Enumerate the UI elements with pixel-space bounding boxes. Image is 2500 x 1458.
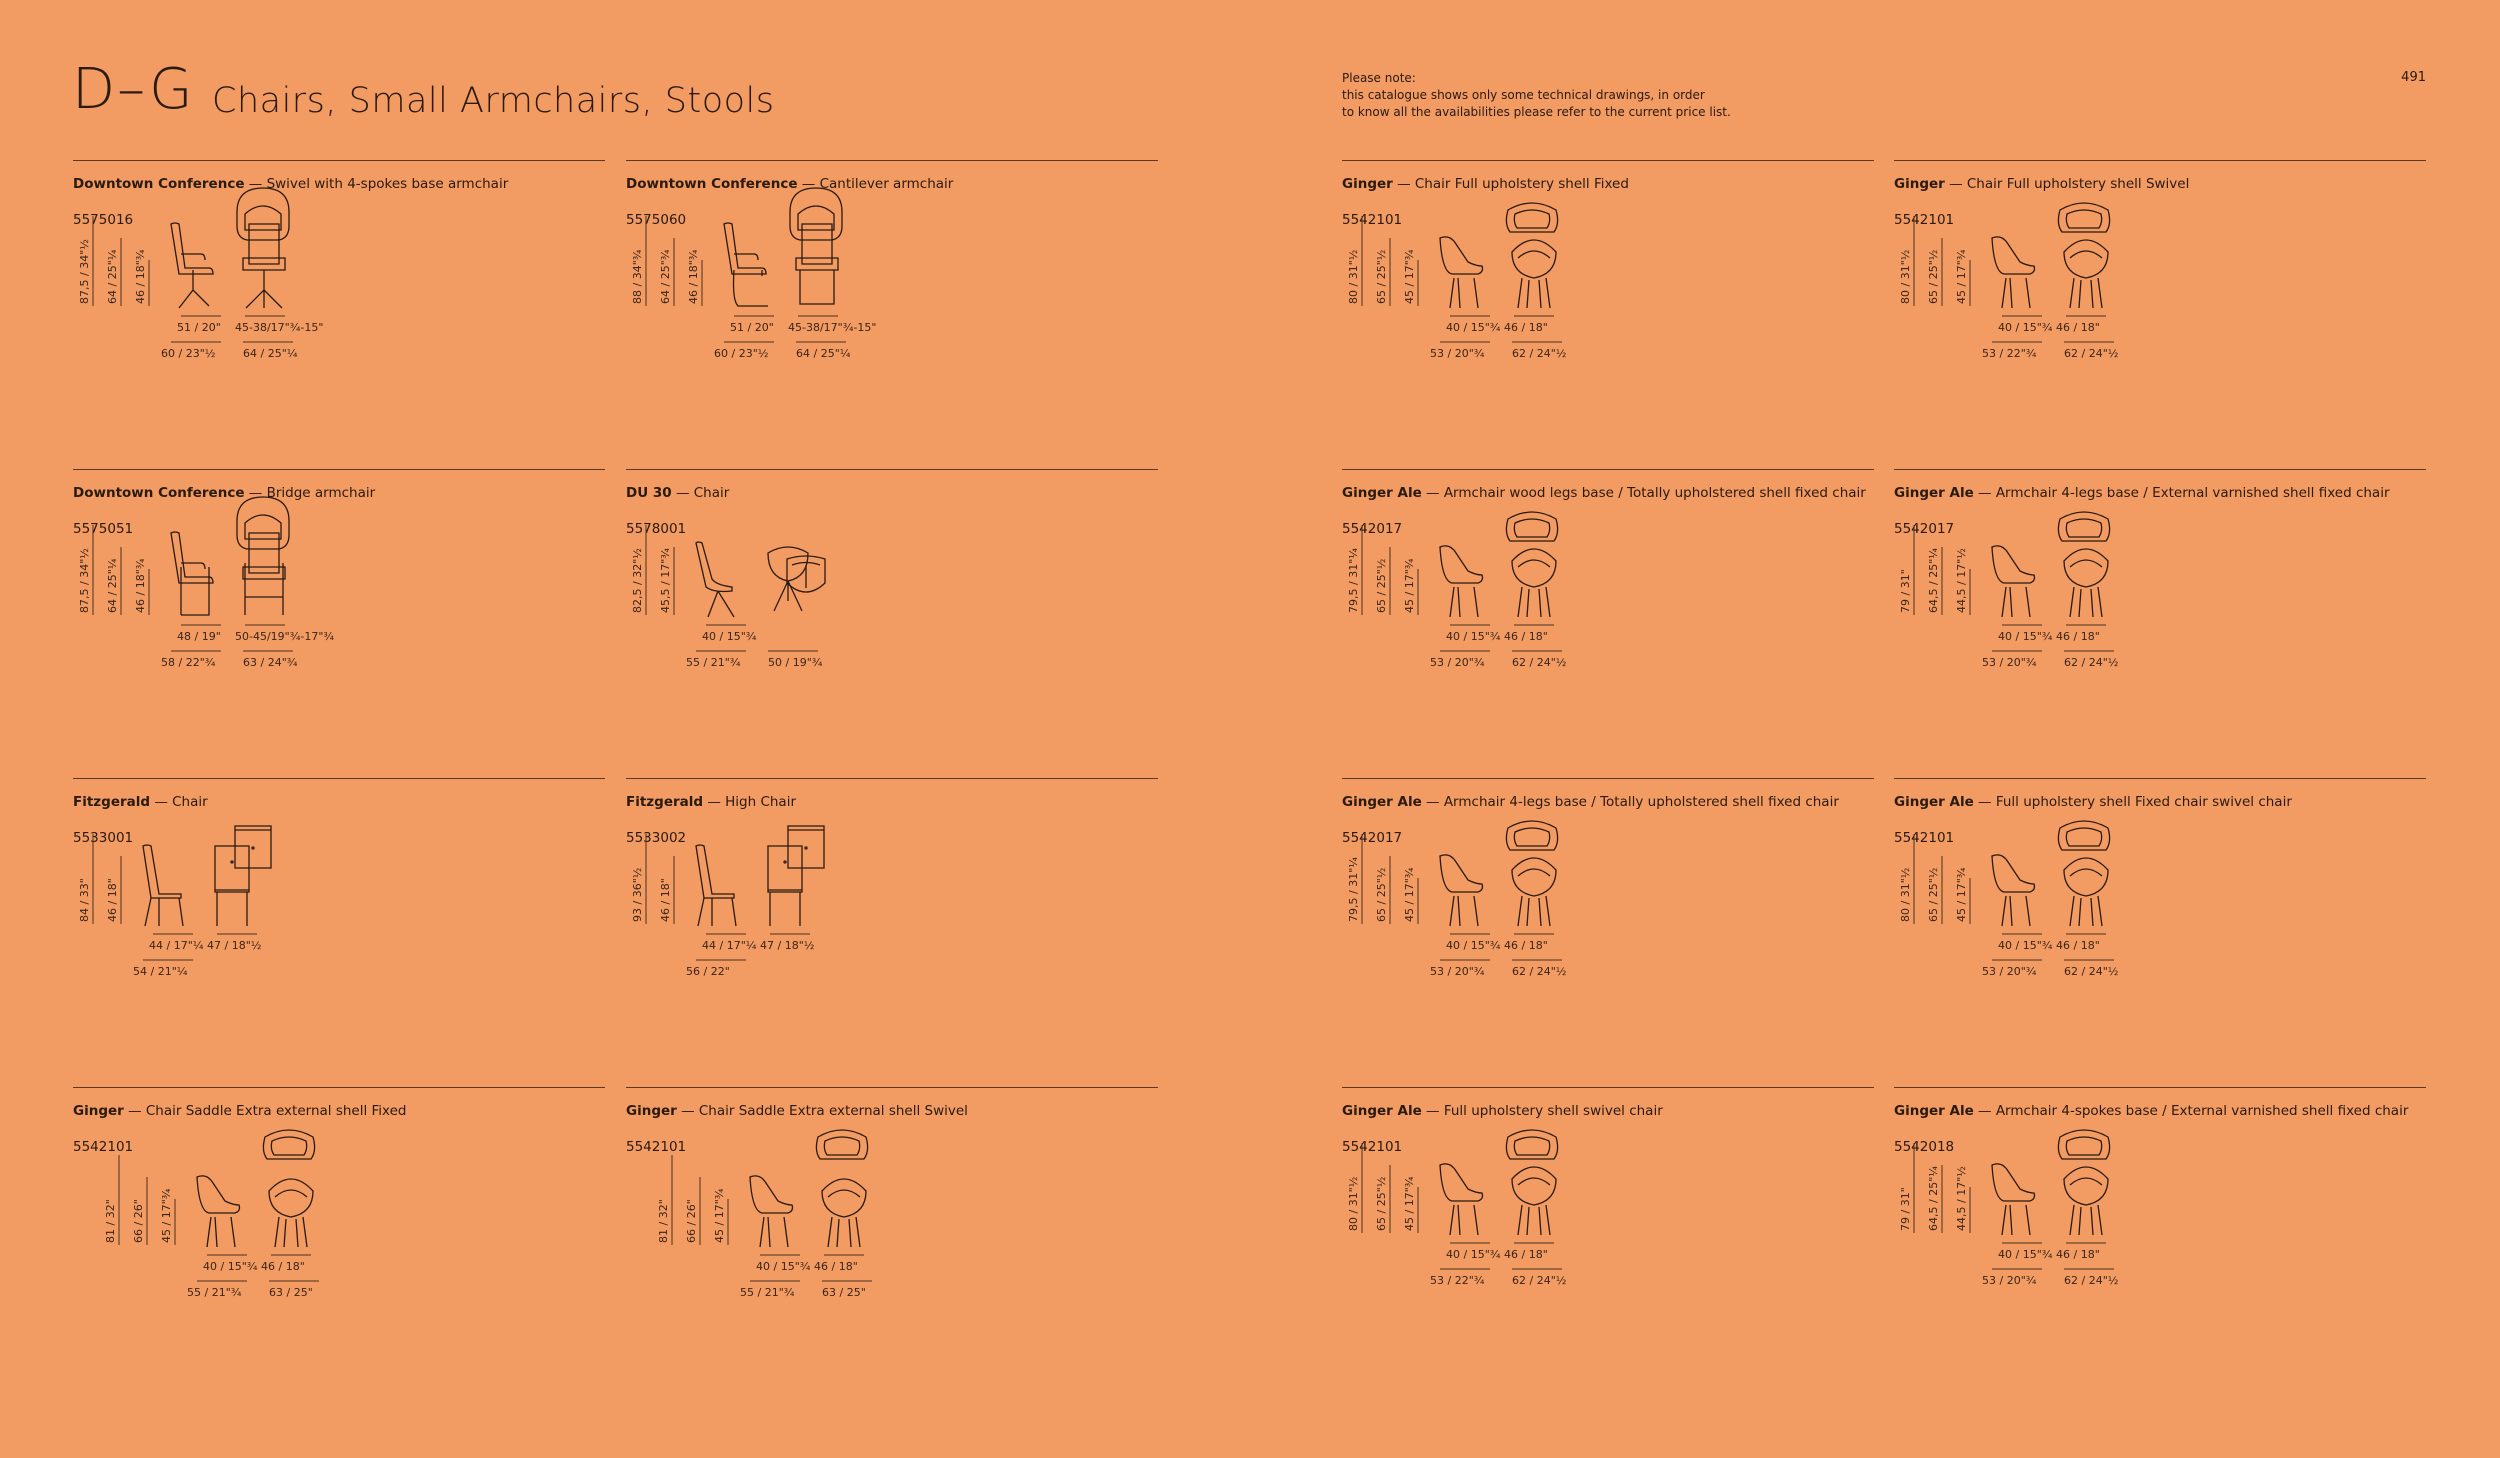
product-name: DU 30 xyxy=(626,485,672,501)
depth-dimension: 55 / 21"¾ xyxy=(686,656,741,669)
technical-drawing xyxy=(1894,1087,2426,1387)
depth-dimension: 58 / 22"¾ xyxy=(161,656,216,669)
product-entry xyxy=(1894,160,2426,460)
top-view-drawing xyxy=(787,556,825,592)
height-dimension: 80 / 31"½ xyxy=(1347,249,1360,304)
height-dimension: 80 / 31"½ xyxy=(1899,867,1912,922)
top-view-drawing xyxy=(788,826,824,868)
overall-width-dimension: 46 / 18" xyxy=(1504,1248,1548,1261)
product-entry xyxy=(1342,778,1874,1078)
product-name: Ginger Ale xyxy=(1894,794,1974,810)
product-code: 5578001 xyxy=(626,521,687,537)
product-entry xyxy=(1894,1087,2426,1387)
side-view-drawing xyxy=(696,542,734,617)
height-dimension: 79 / 31" xyxy=(1899,1187,1912,1231)
overall-width-dimension: 45-38/17"¾-15" xyxy=(235,321,324,334)
height-dimension: 45 / 17"¾ xyxy=(160,1188,173,1243)
product-code: 5542017 xyxy=(1342,830,1403,846)
side-view-drawing xyxy=(750,1176,793,1247)
top-view-drawing xyxy=(1506,821,1557,850)
height-dimension: 93 / 36"½ xyxy=(631,867,644,922)
depth-dimension: 60 / 23"½ xyxy=(714,347,769,360)
product-code: 5533001 xyxy=(73,830,134,846)
technical-drawing xyxy=(1342,778,1874,1078)
product-description: — Full upholstery shell Fixed chair swivel chair xyxy=(1973,794,2292,810)
top-view-drawing xyxy=(2058,203,2109,232)
product-entry xyxy=(626,469,1158,769)
height-dimension: 66 / 26" xyxy=(685,1199,698,1243)
overall-depth-dimension: 63 / 25" xyxy=(822,1286,866,1299)
front-view-drawing xyxy=(1512,1167,1556,1235)
overall-width-dimension: 50-45/19"¾-17"¾ xyxy=(235,630,335,643)
height-dimension: 84 / 33" xyxy=(78,878,91,922)
seat-width-dimension: 44 / 17"¼ xyxy=(702,939,757,952)
height-dimension: 65 / 25"½ xyxy=(1927,249,1940,304)
height-dimension: 65 / 25"½ xyxy=(1375,249,1388,304)
seat-width-dimension: 40 / 15"¾ xyxy=(1446,939,1501,952)
note-line: this catalogue shows only some technical drawings, in order xyxy=(1342,88,1705,102)
side-view-drawing xyxy=(171,223,213,308)
product-entry xyxy=(626,778,1158,1078)
seat-width-dimension: 40 / 15"¾ xyxy=(702,630,757,643)
depth-dimension: 54 / 21"¼ xyxy=(133,965,188,978)
height-dimension: 45 / 17"¾ xyxy=(1403,558,1416,613)
product-name: Fitzgerald xyxy=(73,794,151,810)
product-code: 5542017 xyxy=(1894,521,1955,537)
overall-depth-dimension: 63 / 25" xyxy=(269,1286,313,1299)
product-code: 5542018 xyxy=(1894,1139,1955,1155)
depth-dimension: 53 / 20"¾ xyxy=(1982,656,2037,669)
height-dimension: 46 / 18"¾ xyxy=(134,558,147,613)
top-view-drawing xyxy=(237,188,289,240)
height-dimension: 45 / 17"¾ xyxy=(1403,867,1416,922)
top-view-drawing xyxy=(1506,203,1557,232)
technical-drawing xyxy=(1894,778,2426,1078)
overall-depth-dimension: 50 / 19"¾ xyxy=(768,656,823,669)
technical-drawing xyxy=(73,1087,605,1387)
height-dimension: 64 / 25"¼ xyxy=(106,558,119,613)
height-dimension: 66 / 26" xyxy=(132,1199,145,1243)
overall-width-dimension: 46 / 18" xyxy=(2056,321,2100,334)
product-code: 5575051 xyxy=(73,521,134,537)
overall-width-dimension: 46 / 18" xyxy=(1504,630,1548,643)
section-title: Chairs, Small Armchairs, Stools xyxy=(212,81,775,121)
product-code: 5533002 xyxy=(626,830,687,846)
technical-drawing xyxy=(73,778,605,1078)
side-view-drawing xyxy=(1440,855,1483,926)
product-description: — Armchair wood legs base / Totally upholstered shell fixed chair xyxy=(1421,485,1866,501)
product-description: — Armchair 4-spokes base / External varnished shell fixed chair xyxy=(1973,1103,2409,1119)
height-dimension: 45 / 17"¾ xyxy=(1403,1176,1416,1231)
depth-dimension: 53 / 20"¾ xyxy=(1430,965,1485,978)
height-dimension: 88 / 34"¾ xyxy=(631,249,644,304)
product-description: — Chair xyxy=(671,485,730,501)
height-dimension: 46 / 18" xyxy=(659,878,672,922)
product-code: 5542101 xyxy=(1342,1139,1403,1155)
front-view-drawing xyxy=(2064,1167,2108,1235)
overall-depth-dimension: 62 / 24"½ xyxy=(2064,1274,2119,1287)
overall-width-dimension: 45-38/17"¾-15" xyxy=(788,321,877,334)
overall-width-dimension: 46 / 18" xyxy=(1504,939,1548,952)
note-line: to know all the availabilities please refer to the current price list. xyxy=(1342,105,1731,119)
overall-width-dimension: 47 / 18"½ xyxy=(760,939,815,952)
overall-depth-dimension: 62 / 24"½ xyxy=(1512,1274,1567,1287)
height-dimension: 80 / 31"½ xyxy=(1347,1176,1360,1231)
depth-dimension: 53 / 20"¾ xyxy=(1430,656,1485,669)
overall-depth-dimension: 62 / 24"½ xyxy=(2064,965,2119,978)
product-entry xyxy=(1342,160,1874,460)
height-dimension: 79,5 / 31"¼ xyxy=(1347,857,1360,922)
product-code: 5575016 xyxy=(73,212,134,228)
product-description: — Chair Full upholstery shell Fixed xyxy=(1392,176,1629,192)
technical-drawing xyxy=(73,160,605,460)
product-description: — Cantilever armchair xyxy=(797,176,954,192)
height-dimension: 46 / 18"¾ xyxy=(134,249,147,304)
depth-dimension: 55 / 21"¾ xyxy=(187,1286,242,1299)
overall-depth-dimension: 62 / 24"½ xyxy=(2064,656,2119,669)
front-view-drawing xyxy=(1512,549,1556,617)
product-entry xyxy=(626,1087,1158,1387)
seat-width-dimension: 40 / 15"¾ xyxy=(1446,321,1501,334)
side-view-drawing xyxy=(1440,1164,1483,1235)
height-dimension: 64 / 25"¾ xyxy=(659,249,672,304)
front-view-drawing xyxy=(796,224,838,304)
product-entry xyxy=(73,1087,605,1387)
product-code: 5542017 xyxy=(1342,521,1403,537)
seat-width-dimension: 44 / 17"¼ xyxy=(149,939,204,952)
technical-drawing xyxy=(1342,160,1874,460)
product-name: Downtown Conference xyxy=(73,485,245,501)
product-entry xyxy=(73,160,605,460)
seat-width-dimension: 51 / 20" xyxy=(730,321,774,334)
product-name: Downtown Conference xyxy=(626,176,798,192)
product-entry xyxy=(73,469,605,769)
front-view-drawing xyxy=(1512,858,1556,926)
height-dimension: 81 / 32" xyxy=(104,1199,117,1243)
height-dimension: 79 / 31" xyxy=(1899,569,1912,613)
product-name: Ginger Ale xyxy=(1342,485,1422,501)
height-dimension: 45 / 17"¾ xyxy=(1955,249,1968,304)
product-name: Ginger xyxy=(1342,176,1393,192)
page-number: 491 xyxy=(2401,70,2426,85)
overall-width-dimension: 46 / 18" xyxy=(2056,939,2100,952)
product-code: 5542101 xyxy=(626,1139,687,1155)
top-view-drawing xyxy=(2058,1130,2109,1159)
product-name: Fitzgerald xyxy=(626,794,704,810)
depth-dimension: 55 / 21"¾ xyxy=(740,1286,795,1299)
seat-width-dimension: 40 / 15"¾ xyxy=(1446,630,1501,643)
top-view-drawing xyxy=(2058,821,2109,850)
product-entry xyxy=(1894,469,2426,769)
product-code: 5542101 xyxy=(1894,830,1955,846)
depth-dimension: 53 / 20"¾ xyxy=(1982,965,2037,978)
overall-width-dimension: 46 / 18" xyxy=(2056,1248,2100,1261)
depth-dimension: 53 / 20"¾ xyxy=(1430,347,1485,360)
height-dimension: 79,5 / 31"¼ xyxy=(1347,548,1360,613)
height-dimension: 87,5 / 34"½ xyxy=(78,239,91,304)
overall-depth-dimension: 64 / 25"¼ xyxy=(796,347,851,360)
depth-dimension: 53 / 20"¾ xyxy=(1982,1274,2037,1287)
product-name: Ginger Ale xyxy=(1342,1103,1422,1119)
overall-depth-dimension: 62 / 24"½ xyxy=(1512,347,1567,360)
product-entry xyxy=(1342,1087,1874,1387)
overall-depth-dimension: 62 / 24"½ xyxy=(2064,347,2119,360)
seat-width-dimension: 48 / 19" xyxy=(177,630,221,643)
overall-width-dimension: 46 / 18" xyxy=(1504,321,1548,334)
height-dimension: 45 / 17"¾ xyxy=(1955,867,1968,922)
top-view-drawing xyxy=(237,497,289,549)
product-code: 5575060 xyxy=(626,212,687,228)
height-dimension: 46 / 18" xyxy=(106,878,119,922)
height-dimension: 64,5 / 25"¼ xyxy=(1927,1166,1940,1231)
product-name: Downtown Conference xyxy=(73,176,245,192)
top-view-drawing xyxy=(816,1130,867,1159)
technical-drawing xyxy=(626,778,1158,1078)
seat-width-dimension: 40 / 15"¾ xyxy=(1998,1248,2053,1261)
front-view-drawing xyxy=(768,846,802,926)
product-code: 5542101 xyxy=(1894,212,1955,228)
product-name: Ginger Ale xyxy=(1342,794,1422,810)
depth-dimension: 53 / 22"¾ xyxy=(1982,347,2037,360)
product-description: — High Chair xyxy=(703,794,797,810)
product-name: Ginger Ale xyxy=(1894,1103,1974,1119)
side-view-drawing xyxy=(724,223,768,306)
height-dimension: 65 / 25"½ xyxy=(1375,1176,1388,1231)
overall-depth-dimension: 62 / 24"½ xyxy=(1512,965,1567,978)
height-dimension: 45 / 17"¾ xyxy=(1403,249,1416,304)
product-name: Ginger xyxy=(73,1103,124,1119)
depth-dimension: 56 / 22" xyxy=(686,965,730,978)
height-dimension: 65 / 25"½ xyxy=(1375,558,1388,613)
overall-width-dimension: 46 / 18" xyxy=(261,1260,305,1273)
front-view-drawing xyxy=(243,533,285,615)
height-dimension: 44,5 / 17"½ xyxy=(1955,1166,1968,1231)
technical-drawing xyxy=(626,1087,1158,1387)
side-view-drawing xyxy=(171,532,213,615)
product-entry xyxy=(1894,778,2426,1078)
seat-width-dimension: 40 / 15"¾ xyxy=(1998,630,2053,643)
technical-drawing xyxy=(626,469,1158,769)
seat-width-dimension: 51 / 20" xyxy=(177,321,221,334)
height-dimension: 45 / 17"¾ xyxy=(713,1188,726,1243)
front-view-drawing xyxy=(2064,240,2108,308)
height-dimension: 44,5 / 17"½ xyxy=(1955,548,1968,613)
front-view-drawing xyxy=(2064,858,2108,926)
top-view-drawing xyxy=(1506,1130,1557,1159)
note-line: Please note: xyxy=(1342,71,1416,85)
front-view-drawing xyxy=(822,1179,866,1247)
product-description: — Chair Full upholstery shell Swivel xyxy=(1944,176,2190,192)
seat-width-dimension: 40 / 15"¾ xyxy=(756,1260,811,1273)
overall-depth-dimension: 64 / 25"¼ xyxy=(243,347,298,360)
seat-width-dimension: 40 / 15"¾ xyxy=(203,1260,258,1273)
product-name: Ginger xyxy=(1894,176,1945,192)
top-view-drawing xyxy=(2058,512,2109,541)
technical-drawing xyxy=(1342,469,1874,769)
overall-width-dimension: 46 / 18" xyxy=(2056,630,2100,643)
overall-width-dimension: 47 / 18"½ xyxy=(207,939,262,952)
height-dimension: 65 / 25"½ xyxy=(1927,867,1940,922)
overall-width-dimension: 46 / 18" xyxy=(814,1260,858,1273)
product-name: Ginger xyxy=(626,1103,677,1119)
product-description: — Armchair 4-legs base / Totally upholstered shell fixed chair xyxy=(1421,794,1839,810)
height-dimension: 82,5 / 32"½ xyxy=(631,548,644,613)
height-dimension: 45,5 / 17"¾ xyxy=(659,548,672,613)
section-letters: D–G xyxy=(72,57,195,122)
side-view-drawing xyxy=(1992,855,2035,926)
seat-width-dimension: 40 / 15"¾ xyxy=(1998,321,2053,334)
front-view-drawing xyxy=(2064,549,2108,617)
technical-drawing xyxy=(626,160,1158,460)
seat-width-dimension: 40 / 15"¾ xyxy=(1998,939,2053,952)
height-dimension: 64,5 / 25"¼ xyxy=(1927,548,1940,613)
front-view-drawing xyxy=(269,1179,313,1247)
note-block xyxy=(1342,70,1731,121)
depth-dimension: 60 / 23"½ xyxy=(161,347,216,360)
side-view-drawing xyxy=(1440,546,1483,617)
technical-drawing xyxy=(1342,1087,1874,1387)
side-view-drawing xyxy=(1992,1164,2035,1235)
front-view-drawing xyxy=(215,846,249,926)
technical-drawing xyxy=(73,469,605,769)
product-code: 5542101 xyxy=(73,1139,134,1155)
product-entry xyxy=(626,160,1158,460)
product-code: 5542101 xyxy=(1342,212,1403,228)
product-description: — Bridge armchair xyxy=(244,485,376,501)
side-view-drawing xyxy=(143,845,183,926)
product-description: — Chair Saddle Extra external shell Fixed xyxy=(123,1103,407,1119)
front-view-drawing xyxy=(243,224,285,308)
height-dimension: 80 / 31"½ xyxy=(1899,249,1912,304)
top-view-drawing xyxy=(263,1130,314,1159)
top-view-drawing xyxy=(790,188,842,240)
side-view-drawing xyxy=(1992,237,2035,308)
seat-width-dimension: 40 / 15"¾ xyxy=(1446,1248,1501,1261)
height-dimension: 81 / 32" xyxy=(657,1199,670,1243)
height-dimension: 65 / 25"½ xyxy=(1375,867,1388,922)
side-view-drawing xyxy=(696,845,736,926)
side-view-drawing xyxy=(1440,237,1483,308)
overall-depth-dimension: 63 / 24"¾ xyxy=(243,656,298,669)
product-description: — Chair xyxy=(150,794,208,810)
overall-depth-dimension: 62 / 24"½ xyxy=(1512,656,1567,669)
side-view-drawing xyxy=(1992,546,2035,617)
product-description: — Armchair 4-legs base / External varnished shell fixed chair xyxy=(1973,485,2390,501)
top-view-drawing xyxy=(235,826,271,868)
technical-drawing xyxy=(1894,469,2426,769)
product-description: — Chair Saddle Extra external shell Swivel xyxy=(676,1103,968,1119)
product-description: — Swivel with 4-spokes base armchair xyxy=(244,176,509,192)
depth-dimension: 53 / 22"¾ xyxy=(1430,1274,1485,1287)
technical-drawing xyxy=(1894,160,2426,460)
product-entry xyxy=(1342,469,1874,769)
side-view-drawing xyxy=(197,1176,240,1247)
height-dimension: 64 / 25"¼ xyxy=(106,249,119,304)
height-dimension: 46 / 18"¾ xyxy=(687,249,700,304)
top-view-drawing xyxy=(1506,512,1557,541)
height-dimension: 87,5 / 34"½ xyxy=(78,548,91,613)
product-entry xyxy=(73,778,605,1078)
product-description: — Full upholstery shell swivel chair xyxy=(1421,1103,1663,1119)
product-name: Ginger Ale xyxy=(1894,485,1974,501)
front-view-drawing xyxy=(1512,240,1556,308)
